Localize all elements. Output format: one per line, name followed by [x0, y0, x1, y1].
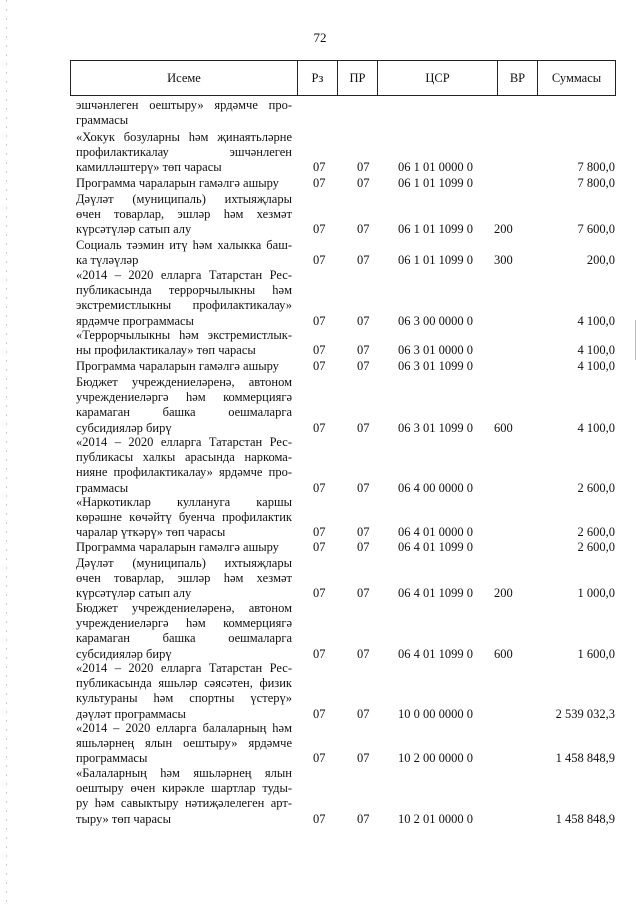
- row-pr: 07: [357, 751, 370, 766]
- row-csr: 06 3 01 0000 0: [398, 343, 473, 358]
- row-rz: 07: [313, 751, 326, 766]
- header-rz: Рз: [298, 61, 338, 95]
- row-sum: 1 458 848,9: [555, 751, 615, 766]
- row-name-line: яшьләрнең ялын оештыру» ярдәмче: [76, 736, 292, 751]
- row-pr: 07: [357, 646, 370, 661]
- row-name-line: граммасы: [76, 480, 129, 495]
- row-rz: 07: [313, 525, 326, 540]
- row-name: [76, 98, 292, 128]
- row-sum: 4 100,0: [577, 359, 615, 373]
- row-csr: 06 1 01 0000 0: [398, 160, 473, 175]
- row-rz: 07: [313, 222, 326, 237]
- row-name-line: эшчәнлеген оештыру» ярдәмче про-: [76, 98, 292, 112]
- row-name-line: «2014 – 2020 елларга балаларның һәм: [76, 721, 292, 735]
- row-csr: 06 1 01 1099 0: [398, 253, 473, 268]
- row-vr: 600: [494, 420, 513, 435]
- row-name-line: Социаль тәэмин итү һәм халыкка баш-: [76, 238, 292, 252]
- row-name: [76, 375, 292, 436]
- row-name-line: Дәүләт (муниципаль) ихтыяҗлары: [76, 556, 292, 570]
- row-sum: 7 800,0: [577, 176, 615, 190]
- row-sum: 4 100,0: [577, 313, 615, 328]
- row-name: [76, 495, 292, 541]
- row-pr: 07: [357, 222, 370, 237]
- row-name-line: субсидияләр бирү: [76, 420, 172, 435]
- row-rz: 07: [313, 160, 326, 175]
- row-vr: 200: [494, 586, 513, 601]
- row-sum: 200,0: [586, 253, 615, 268]
- row-sum: 7 800,0: [577, 160, 615, 175]
- row-name-line: культураны һәм спортны үстерү»: [76, 691, 292, 706]
- row-csr: 06 3 00 0000 0: [398, 313, 473, 328]
- row-sum: 2 600,0: [577, 525, 615, 540]
- header-pr: ПР: [338, 61, 378, 95]
- row-name: [76, 268, 292, 329]
- row-name-line: күрсәтүләр сатып алу: [76, 222, 192, 237]
- header-vr: ВР: [498, 61, 538, 95]
- row-csr: 10 0 00 0000 0: [398, 706, 473, 721]
- row-name-line: дәүләт программасы: [76, 706, 186, 721]
- row-name-line: «2014 – 2020 елларга Татарстан Рес-: [76, 268, 292, 282]
- row-rz: 07: [313, 646, 326, 661]
- row-csr: 06 4 01 1099 0: [398, 586, 473, 601]
- row-name: [76, 359, 292, 374]
- row-rz: 07: [313, 540, 326, 554]
- row-name-line: карамаган башка оешмаларга: [76, 405, 292, 420]
- row-pr: 07: [357, 343, 370, 358]
- row-sum: 1 458 848,9: [555, 811, 615, 826]
- row-name: [76, 661, 292, 722]
- header-csr: ЦСР: [378, 61, 498, 95]
- row-name-line: Бюджет учреждениеләренә, автоном: [76, 375, 292, 389]
- row-name: [76, 130, 292, 176]
- row-name-line: Программа чараларын гамәлгә ашыру: [76, 176, 279, 190]
- row-pr: 07: [357, 176, 370, 190]
- row-name: [76, 328, 292, 358]
- row-name-line: «Балаларның һәм яшьләрнең ялын: [76, 766, 292, 780]
- row-name: [76, 238, 292, 268]
- row-name-line: ны профилактикалау» төп чарасы: [76, 343, 256, 358]
- row-name-line: «Хокук бозуларны һәм җинаятьләрне: [76, 130, 292, 144]
- row-pr: 07: [357, 160, 370, 175]
- row-rz: 07: [313, 811, 326, 826]
- row-csr: 06 4 01 1099 0: [398, 540, 473, 554]
- row-name-line: профилактикалау эшчәнлеген: [76, 145, 292, 160]
- row-name-line: учреждениеләргә һәм коммерциягә: [76, 390, 292, 405]
- row-name-line: учреждениеләргә һәм коммерциягә: [76, 616, 292, 631]
- row-csr: 10 2 00 0000 0: [398, 751, 473, 766]
- row-name-line: публикасында яшьләр сәясәтен, физик: [76, 676, 292, 691]
- row-rz: 07: [313, 586, 326, 601]
- row-pr: 07: [357, 525, 370, 540]
- row-pr: 07: [357, 359, 370, 373]
- row-sum: 1 000,0: [577, 586, 615, 601]
- row-name-line: ка түләүләр: [76, 253, 139, 268]
- page-number: 72: [313, 30, 327, 45]
- row-name: [76, 192, 292, 238]
- row-name: [76, 766, 292, 827]
- row-sum: 4 100,0: [577, 420, 615, 435]
- row-name-line: граммасы: [76, 113, 129, 128]
- row-name: [76, 435, 292, 496]
- row-vr: 200: [494, 222, 513, 237]
- row-rz: 07: [313, 343, 326, 358]
- row-sum: 4 100,0: [577, 343, 615, 358]
- row-name-line: «Наркотиклар куллануга каршы: [76, 495, 292, 509]
- row-pr: 07: [357, 540, 370, 554]
- row-csr: 10 2 01 0000 0: [398, 811, 473, 826]
- row-csr: 06 1 01 1099 0: [398, 176, 473, 190]
- row-sum: 2 600,0: [577, 480, 615, 495]
- table-header: [70, 60, 616, 96]
- row-name-line: өчен товарлар, эшләр һәм хезмәт: [76, 207, 292, 222]
- row-rz: 07: [313, 480, 326, 495]
- scan-margin-mark: [6, 0, 7, 905]
- row-name-line: нияне профилактикалау» ярдәмче про-: [76, 465, 292, 480]
- row-name: [76, 721, 292, 767]
- row-name-line: чаралар үткәрү» төп чарасы: [76, 525, 226, 540]
- row-name-line: көрәшне көчәйтү буенча профилактик: [76, 510, 292, 525]
- row-name: [76, 556, 292, 602]
- row-name-line: Программа чараларын гамәлгә ашыру: [76, 359, 279, 373]
- row-pr: 07: [357, 420, 370, 435]
- row-pr: 07: [357, 313, 370, 328]
- scan-margin-mark-right: [635, 320, 636, 360]
- row-name-line: өчен товарлар, эшләр һәм хезмәт: [76, 571, 292, 586]
- row-name-line: «Террорчылыкны һәм экстремистлык-: [76, 328, 292, 342]
- row-rz: 07: [313, 176, 326, 190]
- header-sum: Суммасы: [551, 71, 602, 85]
- row-csr: 06 4 01 1099 0: [398, 646, 473, 661]
- row-name-line: «2014 – 2020 елларга Татарстан Рес-: [76, 661, 292, 675]
- row-pr: 07: [357, 586, 370, 601]
- row-csr: 06 1 01 1099 0: [398, 222, 473, 237]
- row-name-line: Бюджет учреждениеләренә, автоном: [76, 601, 292, 615]
- row-csr: 06 3 01 1099 0: [398, 420, 473, 435]
- row-name-line: ярдәмче программасы: [76, 313, 194, 328]
- row-name-line: программасы: [76, 751, 148, 766]
- row-name-line: оештыру өчен кирәкле шартлар туды-: [76, 781, 292, 796]
- row-sum: 2 539 032,3: [555, 706, 615, 721]
- row-name: [76, 176, 292, 191]
- row-name-line: ру һәм савыктыру нәтиҗәлелеген арт-: [76, 796, 292, 811]
- row-pr: 07: [357, 253, 370, 268]
- row-vr: 300: [494, 253, 513, 268]
- row-sum: 2 600,0: [577, 540, 615, 554]
- row-name-line: публикасында террорчылыкны һәм: [76, 283, 292, 298]
- row-pr: 07: [357, 480, 370, 495]
- row-pr: 07: [357, 706, 370, 721]
- row-name-line: күрсәтүләр сатып алу: [76, 586, 192, 601]
- row-rz: 07: [313, 359, 326, 373]
- row-csr: 06 4 00 0000 0: [398, 480, 473, 495]
- row-name-line: тыру» төп чарасы: [76, 811, 171, 826]
- row-name-line: карамаган башка оешмаларга: [76, 631, 292, 646]
- row-sum: 1 600,0: [577, 646, 615, 661]
- header-name: Исеме: [71, 61, 298, 95]
- row-rz: 07: [313, 706, 326, 721]
- row-rz: 07: [313, 253, 326, 268]
- row-rz: 07: [313, 420, 326, 435]
- row-sum: 7 600,0: [577, 222, 615, 237]
- row-name: [76, 601, 292, 662]
- row-csr: 06 4 01 0000 0: [398, 525, 473, 540]
- row-name-line: публикасы халкы арасында наркома-: [76, 450, 292, 465]
- row-rz: 07: [313, 313, 326, 328]
- row-name: [76, 540, 292, 555]
- row-name-line: экстремистлыкны профилактикалау»: [76, 298, 292, 313]
- row-vr: 600: [494, 646, 513, 661]
- row-name-line: Программа чараларын гамәлгә ашыру: [76, 540, 279, 554]
- row-name-line: камилләштерү» төп чарасы: [76, 160, 222, 175]
- row-pr: 07: [357, 811, 370, 826]
- row-name-line: «2014 – 2020 елларга Татарстан Рес-: [76, 435, 292, 449]
- row-name-line: Дәүләт (муниципаль) ихтыяҗлары: [76, 192, 292, 206]
- row-name-line: субсидияләр бирү: [76, 646, 172, 661]
- row-csr: 06 3 01 1099 0: [398, 359, 473, 373]
